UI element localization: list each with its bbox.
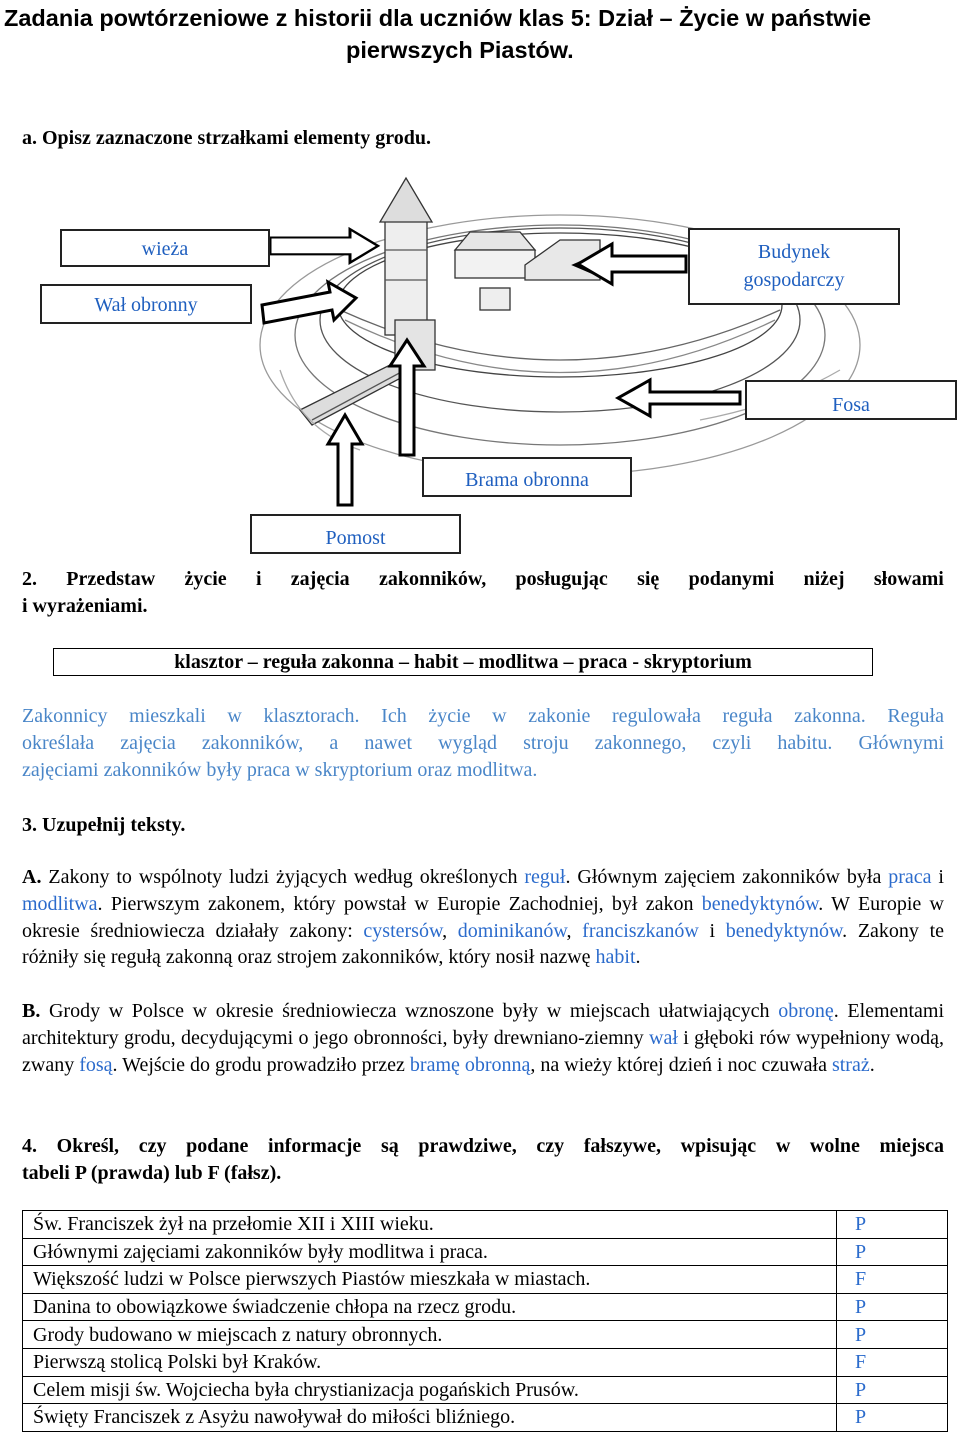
answer: habit <box>595 946 636 969</box>
task-4-heading-line-2: tabeli P (prawda) lub F (fałsz). <box>22 1162 282 1184</box>
answer: wał <box>649 1026 678 1049</box>
task-2-word: zakonników, <box>378 568 487 590</box>
task-4-word: informacje <box>268 1135 362 1157</box>
label-farm-building <box>688 228 900 305</box>
statement-cell: Danina to obowiązkowe świadczenie chłopa na rzecz grodu. <box>23 1293 837 1321</box>
table-row <box>23 1211 948 1239</box>
answer: franciszkanów <box>582 919 699 942</box>
true-false-table <box>22 1210 948 1432</box>
task-4-word: prawdziwe, <box>418 1135 517 1157</box>
word-bank: klasztor – reguła zakonna – habit – modlitwa – praca - skryptorium <box>53 648 873 676</box>
task-2-word: słowami <box>873 568 944 590</box>
answer: obronę <box>778 1000 834 1022</box>
answer: dominikanów <box>457 919 567 942</box>
label-moat: Fosa <box>745 380 957 420</box>
task-2-word: 2. <box>22 568 37 590</box>
task-4-word: podane <box>186 1135 249 1157</box>
task-2-word: się <box>637 568 660 590</box>
title-line-2: pierwszych Piastów. <box>346 37 574 63</box>
task-4-word: miejsca <box>879 1135 944 1157</box>
task-3-heading: 3. Uzupełnij teksty. <box>22 814 186 836</box>
task-4-word: czy <box>138 1135 167 1157</box>
task-2-answer-line-2: określała zajęcia zakonników, a nawet wygląd stroju zakonnego, czyli habitu. Głównymi <box>22 732 944 754</box>
task-2-word: niżej <box>803 568 845 590</box>
text: Zakony to wspólnoty ludzi żyjących według określonych <box>41 866 525 888</box>
answer-cell[interactable]: P <box>837 1238 948 1266</box>
label-farm-building-line-2: gospodarczy <box>743 269 845 291</box>
statement-cell: Pierwszą stolicą Polski był Kraków. <box>23 1348 837 1376</box>
paragraph-a-label: A. <box>22 866 42 888</box>
task-4-word: są <box>380 1135 399 1157</box>
label-bridge: Pomost <box>250 514 461 554</box>
answer: benedyktynów <box>725 919 843 942</box>
title-line-1: Zadania powtórzeniowe z historii dla uczniów klas 5: Dział – Życie w państwie <box>4 5 872 31</box>
answer: praca <box>888 866 932 888</box>
text: . Wejście do grodu prowadziło przez <box>112 1053 410 1076</box>
label-gate: Brama obronna <box>422 457 632 497</box>
text: . <box>635 946 641 969</box>
paragraph-b-label: B. <box>22 1000 41 1022</box>
task-4-word: w <box>775 1135 791 1157</box>
statement-cell: Większość ludzi w Polsce pierwszych Piastów mieszkała w miastach. <box>23 1266 837 1294</box>
statement-cell: Św. Franciszek żył na przełomie XII i XIII wieku. <box>23 1211 837 1239</box>
table-row <box>23 1376 948 1404</box>
text: , na wieży której dzień i noc czuwała <box>530 1053 832 1076</box>
table-row <box>23 1293 948 1321</box>
answer-cell[interactable]: P <box>837 1211 948 1239</box>
task-2-word: i <box>255 568 262 590</box>
text: . Głównym zajęciem zakonników była <box>565 866 889 888</box>
label-farm-building-line-1: Budynek <box>757 241 831 263</box>
task-2-word: podanymi <box>688 568 775 590</box>
answer: benedyktynów <box>701 892 819 915</box>
table-row <box>23 1321 948 1349</box>
statement-cell: Święty Franciszek z Asyżu nawoływał do miłości bliźniego. <box>23 1404 837 1432</box>
text: . Pierwszym zakonem, który powstał w Europie Zachodniej, był zakon <box>97 892 702 915</box>
table-row <box>23 1238 948 1266</box>
label-rampart: Wał obronny <box>40 284 252 324</box>
answer: fosą <box>79 1053 113 1076</box>
task-2-word: życie <box>184 568 227 590</box>
task-3-paragraph-a <box>22 864 944 971</box>
task-a-heading: a. Opisz zaznaczone strzałkami elementy grodu. <box>22 127 432 149</box>
text: . W Europie w okresie średniowiecza działały zakony: <box>22 892 944 942</box>
task-2-heading-line-1 <box>22 566 944 592</box>
task-4-word: czy <box>536 1135 565 1157</box>
task-4-word: wolne <box>809 1135 860 1157</box>
text: Grody w Polsce w okresie średniowiecza wznoszone były w miejscach ułatwiających <box>40 1000 779 1022</box>
task-4-word: fałszywe, <box>583 1135 661 1157</box>
text: i <box>931 866 944 888</box>
statement-cell: Głównymi zajęciami zakonników były modlitwa i praca. <box>23 1238 837 1266</box>
task-3-paragraph-b <box>22 998 944 1078</box>
task-2-word: zajęcia <box>290 568 350 590</box>
answer-cell[interactable]: P <box>837 1376 948 1404</box>
task-2-answer-line-1: Zakonnicy mieszkali w klasztorach. Ich życie w zakonie regulowała reguła zakonna. Reguła <box>22 705 944 727</box>
table-row <box>23 1266 948 1294</box>
text: , <box>442 919 458 942</box>
answer: straż <box>831 1053 870 1076</box>
text: . Elementami architektury grodu, decydującymi o jego obronności, były drewniano-ziemny <box>22 1000 944 1049</box>
text: i głęboki rów wypełniony wodą, zwany <box>22 1026 944 1076</box>
answer: reguł <box>524 866 566 888</box>
task-2-answer-line-3: zajęciami zakonników były praca w skryptorium oraz modlitwa. <box>22 759 538 781</box>
task-4-heading-line-1 <box>22 1133 944 1159</box>
statement-cell: Grody budowano w miejscach z natury obronnych. <box>23 1321 837 1349</box>
task-4-word: Określ, <box>56 1135 120 1157</box>
answer-cell[interactable]: P <box>837 1293 948 1321</box>
table-row <box>23 1348 948 1376</box>
text: i <box>698 919 726 942</box>
text: , <box>566 919 583 942</box>
task-4-word: 4. <box>22 1135 37 1157</box>
answer-cell[interactable]: F <box>837 1348 948 1376</box>
text: . Zakony te różniły się regułą zakonną oraz strojem zakonników, który nosił nazwę <box>22 919 945 969</box>
task-2-word: Przedstaw <box>66 568 156 590</box>
answer: modlitwa <box>22 892 98 915</box>
task-4-word: wpisując <box>680 1135 757 1157</box>
label-tower: wieża <box>60 229 270 267</box>
statement-cell: Celem misji św. Wojciecha była chrystianizacja pogańskich Prusów. <box>23 1376 837 1404</box>
answer: cystersów <box>363 919 443 942</box>
table-row <box>23 1404 948 1432</box>
answer-cell[interactable]: P <box>837 1321 948 1349</box>
task-2-word: posługując <box>515 568 608 590</box>
text: . <box>869 1053 875 1076</box>
answer-cell[interactable]: F <box>837 1266 948 1294</box>
answer: bramę obronną <box>409 1053 531 1076</box>
task-2-heading-line-2: i wyrażeniami. <box>22 595 148 617</box>
answer-cell[interactable]: P <box>837 1404 948 1432</box>
